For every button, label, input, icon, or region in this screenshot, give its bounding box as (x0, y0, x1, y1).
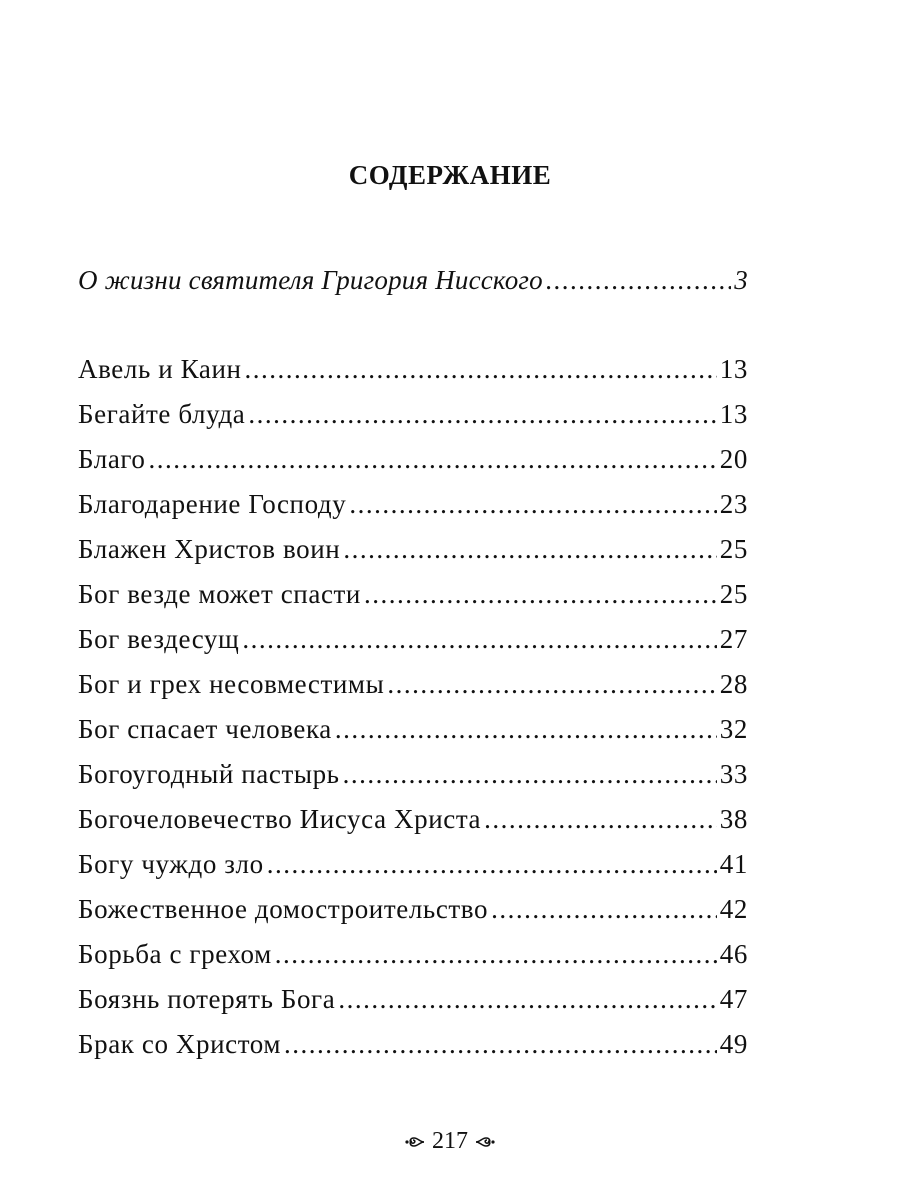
dot-leader (245, 351, 717, 387)
toc-entry (78, 801, 748, 837)
toc-entry-page: 33 (719, 759, 748, 789)
page-number: 217 (432, 1128, 468, 1154)
dot-leader (335, 711, 717, 747)
dot-leader (484, 801, 717, 837)
toc-entry-title: Богу чуждо зло (78, 849, 264, 879)
toc-entry-page: 25 (719, 579, 748, 609)
contents-heading: СОДЕРЖАНИЕ (348, 160, 552, 190)
toc-entry-title: Авель и Каин (78, 354, 242, 384)
toc-entry (78, 981, 748, 1017)
toc-entry-title: Богочеловечество Иисуса Христа (78, 804, 482, 834)
toc-entry-page: 49 (719, 1029, 748, 1059)
toc-entry-title: Божественное домостроительство (78, 894, 489, 924)
toc-entry-page: 13 (719, 399, 748, 429)
dot-leader (343, 531, 716, 567)
dot-leader (364, 576, 717, 612)
toc-entry-page: 20 (719, 444, 748, 474)
dot-leader (546, 262, 731, 298)
toc-entry-title: Бог и грех несовместимы (78, 669, 385, 699)
toc-entry-page: 23 (719, 489, 748, 519)
toc-entry-title: Благо (78, 444, 146, 474)
toc-entry (78, 756, 748, 792)
toc-entry-page: 25 (719, 534, 748, 564)
toc-entry-page: 42 (719, 894, 748, 924)
toc-entry-title: Боязнь потерять Бога (78, 984, 336, 1014)
dot-leader (349, 486, 716, 522)
toc-entry-page: 47 (719, 984, 748, 1014)
toc-entry (78, 936, 748, 972)
toc-entry-title: Бог везде может спасти (78, 579, 361, 609)
toc-entry-title: Блажен Христов воин (78, 534, 341, 564)
toc-entry (78, 441, 748, 477)
toc-entry-title: Бог спасает человека (78, 714, 332, 744)
toc-intro-entry (78, 262, 748, 298)
toc-entry (78, 576, 748, 612)
toc-entry (78, 846, 748, 882)
toc-entry (78, 1026, 748, 1062)
toc-entry-page: 3 (734, 265, 748, 295)
dot-leader (149, 441, 717, 477)
dot-leader (267, 846, 717, 882)
toc-entry (78, 621, 748, 657)
toc-entry-page: 27 (719, 624, 748, 654)
toc-entry-title: Благодарение Господу (78, 489, 347, 519)
dot-leader (338, 981, 716, 1017)
toc-entry-page: 28 (719, 669, 748, 699)
toc-entry-page: 41 (719, 849, 748, 879)
dot-leader (491, 891, 717, 927)
toc-entry-title: Борьба с грехом (78, 939, 272, 969)
dot-leader (387, 666, 716, 702)
toc-entry (78, 711, 748, 747)
ornament-scroll-right-icon (474, 1130, 496, 1154)
toc-entry-page: 13 (719, 354, 748, 384)
toc-entry (78, 351, 748, 387)
toc-entry (78, 666, 748, 702)
toc-entry-title: Брак со Христом (78, 1029, 282, 1059)
toc-entry (78, 396, 748, 432)
toc-entry (78, 891, 748, 927)
dot-leader (284, 1026, 717, 1062)
toc-entry-page: 32 (719, 714, 748, 744)
toc-entry-title: О жизни святителя Григория Нисского (78, 265, 543, 295)
toc-entry (78, 531, 748, 567)
dot-leader (248, 396, 716, 432)
toc-entry-title: Бегайте блуда (78, 399, 246, 429)
toc-entry-title: Богоугодный пастырь (78, 759, 340, 789)
toc-entry-title: Бог вездесущ (78, 624, 240, 654)
toc-entry-page: 46 (719, 939, 748, 969)
dot-leader (275, 936, 717, 972)
toc-entry-page: 38 (719, 804, 748, 834)
dot-leader (242, 621, 716, 657)
toc-entry (78, 486, 748, 522)
dot-leader (343, 756, 717, 792)
ornament-scroll-left-icon (404, 1130, 426, 1154)
page-footer (0, 1128, 900, 1155)
